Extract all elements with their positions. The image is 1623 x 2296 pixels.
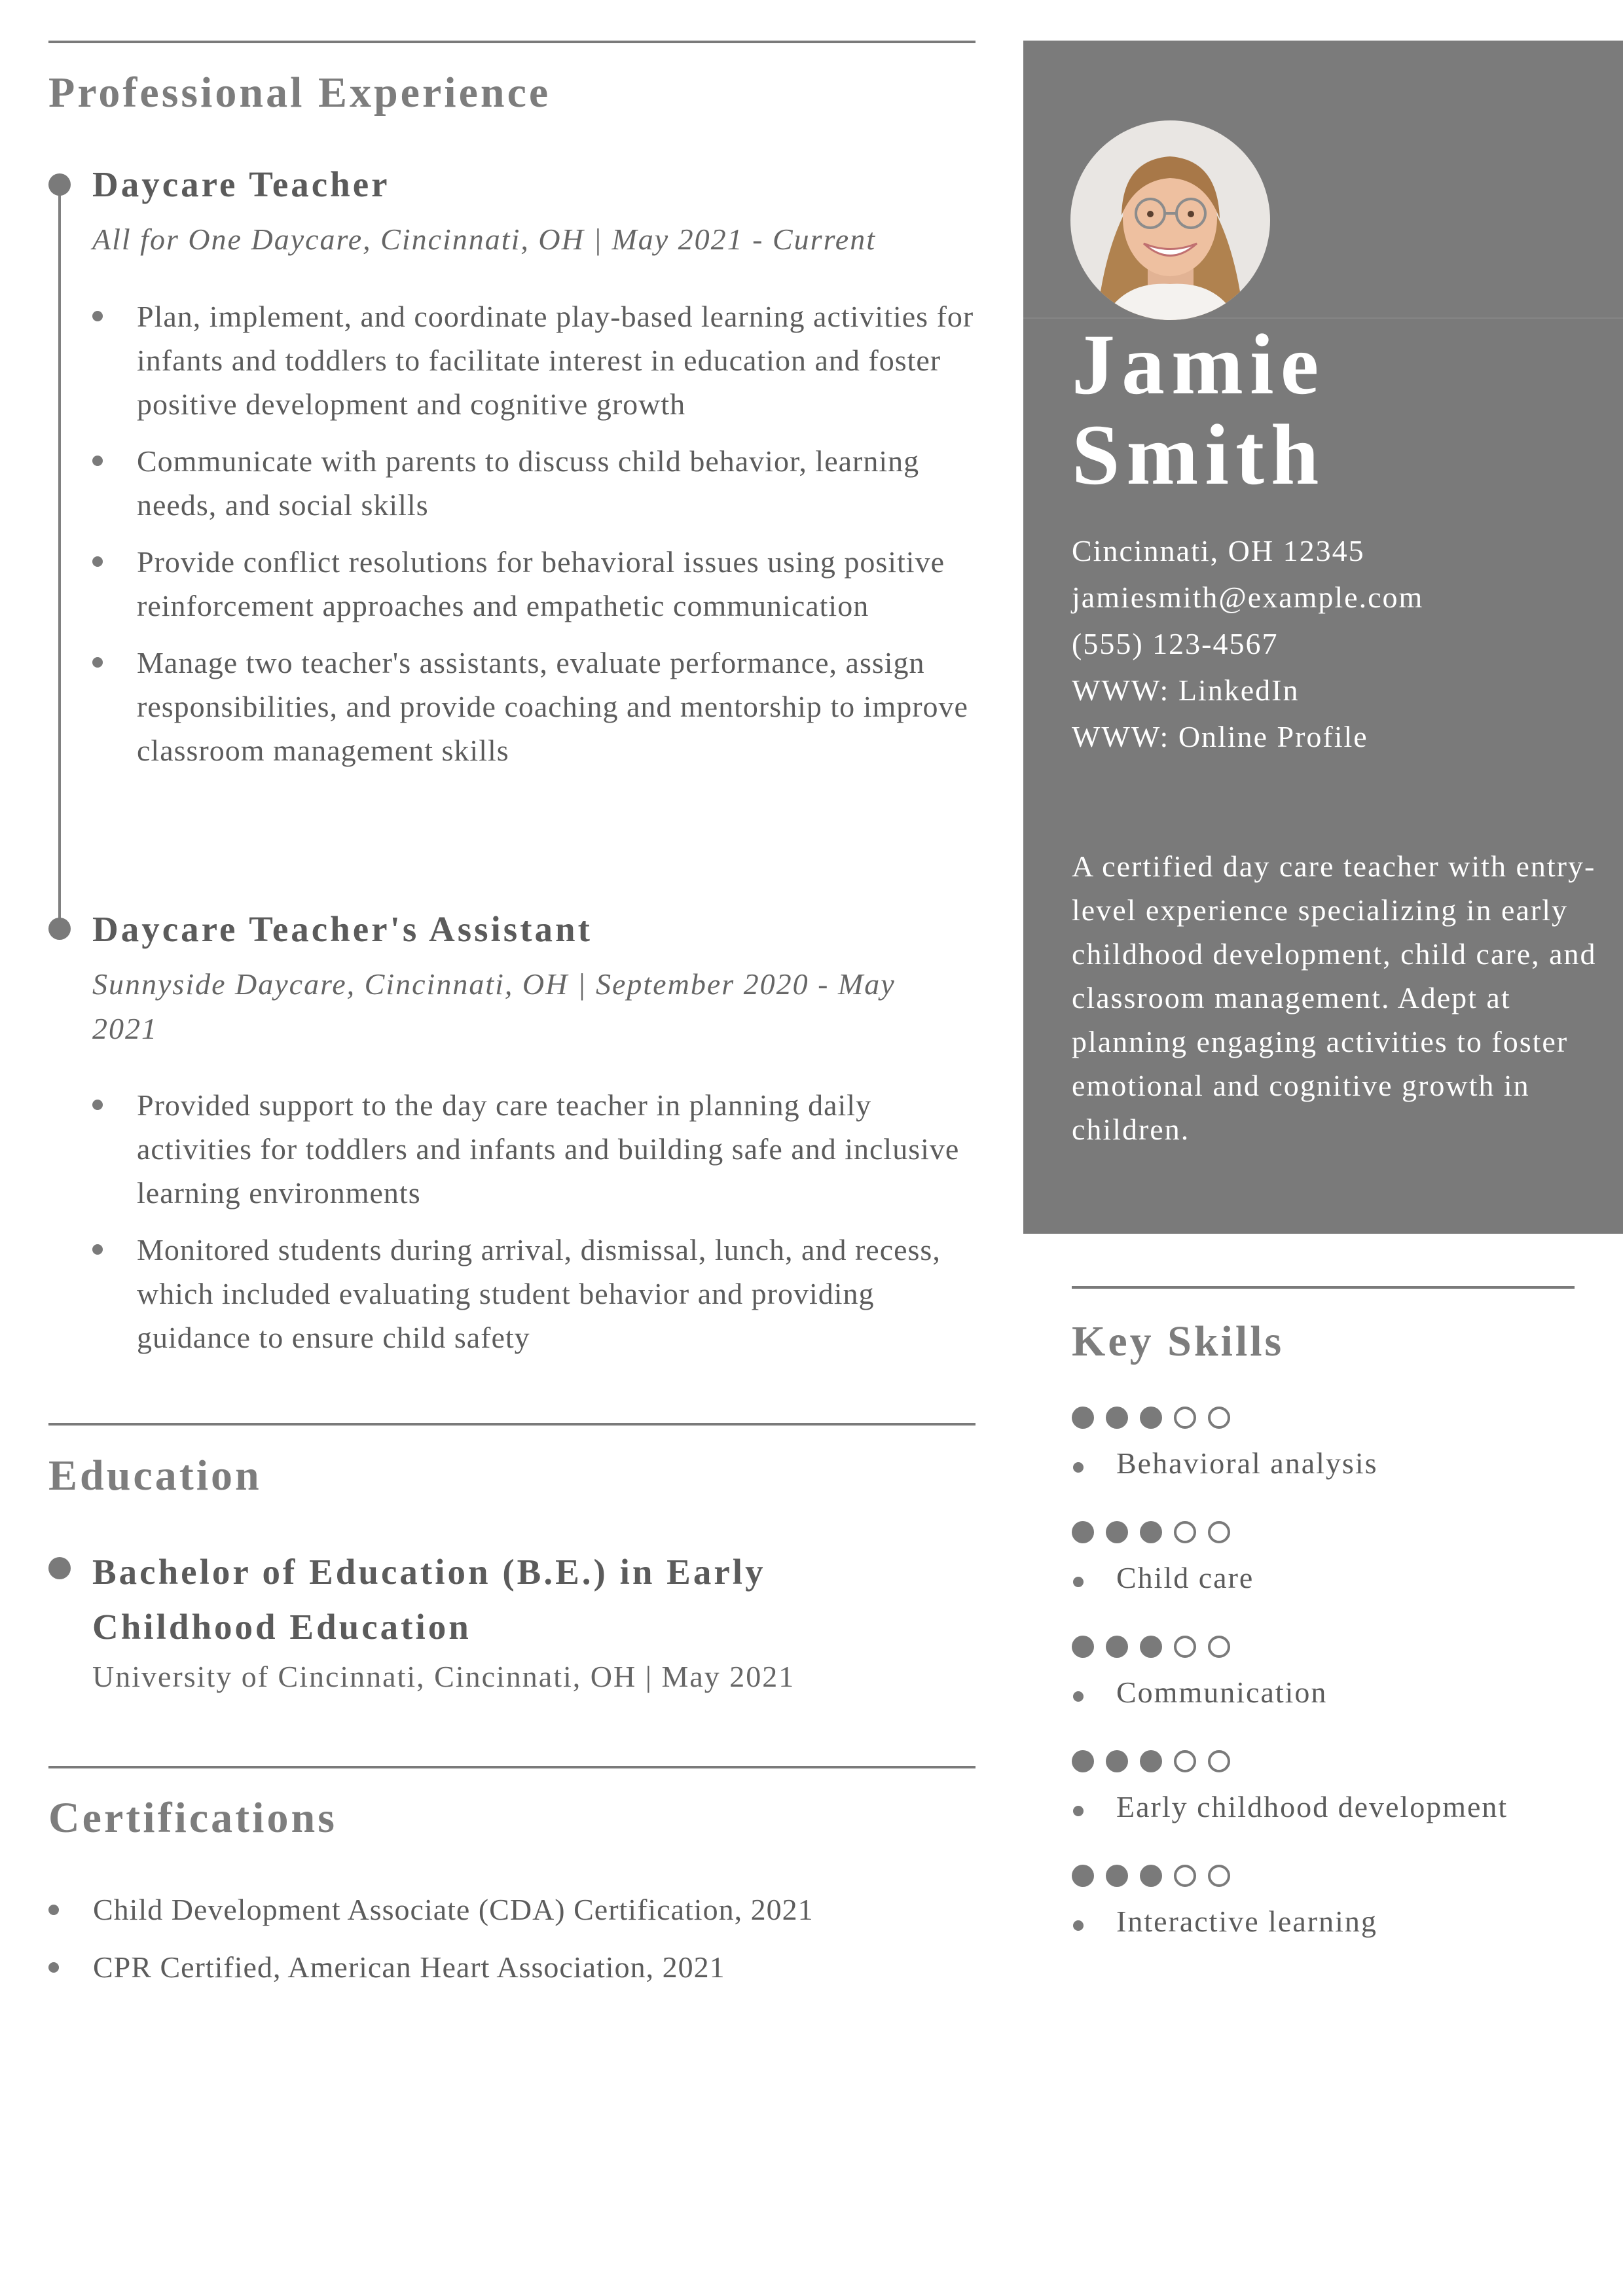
rating-dot-filled [1140, 1407, 1162, 1429]
certifications-top-rule [48, 1766, 976, 1768]
list-item: Communicate with parents to discuss child behavior, learning needs, and social skills [92, 439, 976, 527]
job-1-bullets [92, 295, 976, 785]
skill-name: Behavioral analysis [1072, 1446, 1378, 1480]
rating-dot-empty [1174, 1865, 1196, 1887]
profile-last-name: Smith [1072, 406, 1326, 503]
list-item: CPR Certified, American Heart Association, 2021 [48, 1945, 965, 1990]
contact-phone: (555) 123-4567 [1072, 627, 1279, 660]
contact-website-link[interactable]: WWW: Online Profile [1072, 720, 1368, 753]
education-marker [48, 1557, 71, 1579]
rating-dot-filled [1106, 1407, 1128, 1429]
rating-dot-filled [1106, 1636, 1128, 1658]
experience-heading: Professional Experience [48, 69, 551, 117]
rating-dot-empty [1174, 1521, 1196, 1543]
rating-dot-filled [1106, 1865, 1128, 1887]
rating-dot-filled [1140, 1865, 1162, 1887]
list-item: Manage two teacher's assistants, evaluate performance, assign responsibilities, and provide coaching and mentorship to improve classroom management skills [92, 641, 976, 772]
rating-dot-filled [1140, 1521, 1162, 1543]
rating-dot-filled [1140, 1750, 1162, 1772]
rating-dot-filled [1072, 1636, 1094, 1658]
skill-rating [1072, 1636, 1230, 1658]
rating-dot-filled [1106, 1750, 1128, 1772]
education-top-rule [48, 1423, 976, 1426]
list-item: Provide conflict resolutions for behavioral issues using positive reinforcement approaches and empathetic communication [92, 540, 976, 628]
rating-dot-filled [1072, 1750, 1094, 1772]
rating-dot-empty [1174, 1407, 1196, 1429]
certifications-list [48, 1888, 965, 2003]
rating-dot-filled [1072, 1865, 1094, 1887]
skill-name: Communication [1072, 1675, 1327, 1710]
list-item: Plan, implement, and coordinate play-based learning activities for infants and toddlers to facilitate interest in education and foster positive development and cognitive growth [92, 295, 976, 426]
rating-dot-filled [1072, 1521, 1094, 1543]
list-item: Provided support to the day care teacher in planning daily activities for toddlers and infants and building safe and inclusive learning environments [92, 1083, 976, 1215]
job-1-subtitle: All for One Daycare, Cincinnati, OH | May 2021 - Current [92, 223, 876, 256]
skills-top-rule [1072, 1286, 1575, 1289]
skills-heading: Key Skills [1072, 1318, 1285, 1365]
education-school: University of Cincinnati, Cincinnati, OH | May 2021 [92, 1660, 795, 1693]
list-item: Monitored students during arrival, dismissal, lunch, and recess, which included evaluating student behavior and providing guidance to ensure child safety [92, 1228, 976, 1359]
avatar [1070, 120, 1270, 320]
job-2-subtitle: Sunnyside Daycare, Cincinnati, OH | September 2020 - May 2021 [92, 967, 896, 1045]
job-2-title: Daycare Teacher's Assistant [92, 909, 593, 949]
rating-dot-empty [1208, 1636, 1230, 1658]
rating-dot-empty [1174, 1636, 1196, 1658]
contact-linkedin-link[interactable]: WWW: LinkedIn [1072, 673, 1300, 707]
skill-name: Child care [1072, 1560, 1254, 1595]
education-heading: Education [48, 1452, 262, 1499]
profile-summary: A certified day care teacher with entry-level experience specializing in early childhood development, child care, and classroom management. Adept at planning engaging activities to foster emotional and cognitive growth in children. [1072, 850, 1597, 1146]
job-1-marker [48, 173, 71, 196]
rating-dot-filled [1140, 1636, 1162, 1658]
skill-rating [1072, 1521, 1230, 1543]
rating-dot-empty [1208, 1521, 1230, 1543]
job-1-title: Daycare Teacher [92, 164, 390, 204]
skill-name: Early childhood development [1072, 1789, 1508, 1824]
rating-dot-filled [1072, 1407, 1094, 1429]
job-2-marker [48, 918, 71, 940]
experience-timeline [58, 185, 61, 927]
experience-top-rule [48, 41, 976, 43]
skill-rating [1072, 1750, 1230, 1772]
rating-dot-empty [1208, 1407, 1230, 1429]
contact-address: Cincinnati, OH 12345 [1072, 534, 1365, 567]
skill-rating [1072, 1407, 1230, 1429]
skill-name: Interactive learning [1072, 1904, 1377, 1939]
education-degree: Bachelor of Education (B.E.) in Early Childhood Education [92, 1552, 766, 1647]
rating-dot-filled [1106, 1521, 1128, 1543]
job-2-bullets [92, 1083, 976, 1372]
list-item: Child Development Associate (CDA) Certification, 2021 [48, 1888, 965, 1932]
skill-rating [1072, 1865, 1230, 1887]
profile-first-name: Jamie [1072, 316, 1326, 412]
rating-dot-empty [1174, 1750, 1196, 1772]
rating-dot-empty [1208, 1865, 1230, 1887]
certifications-heading: Certifications [48, 1794, 337, 1842]
rating-dot-empty [1208, 1750, 1230, 1772]
contact-email[interactable]: jamiesmith@example.com [1072, 581, 1424, 614]
